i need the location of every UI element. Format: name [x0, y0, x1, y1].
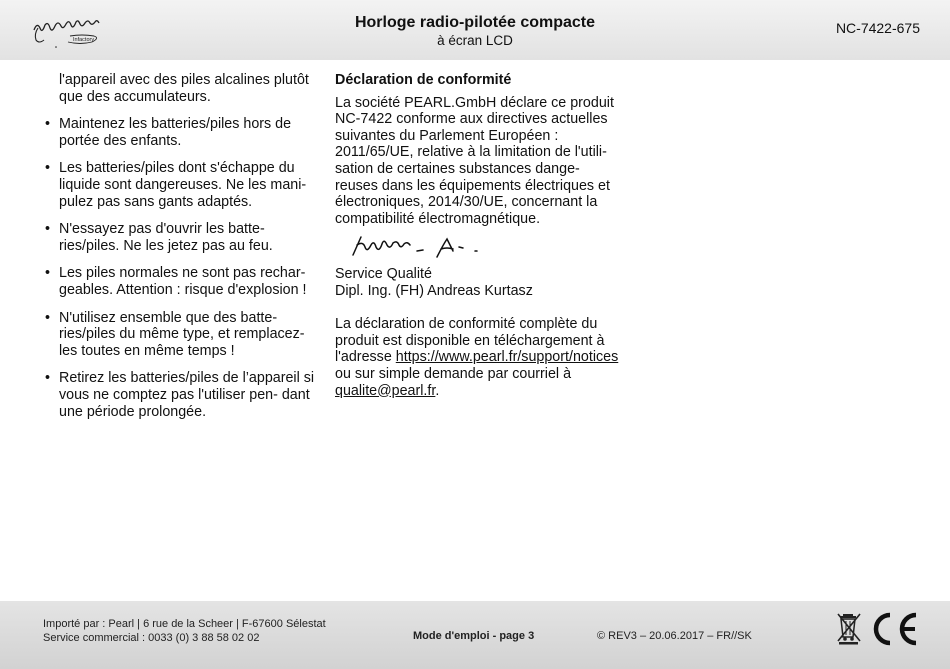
ce-mark-icon	[868, 611, 920, 647]
declaration-title: Déclaration de conformité	[335, 72, 512, 88]
declaration-text: La société PEARL.GmbH déclare ce produit NC-7422 conforme aux directives actuelles suivantes du Parlement Européen : 2011/65/UE, relative à la limitation de l'utili- sation de certaines substances dange- reuses dans les équipements électriques et électroniques, 2014/30/UE, concernant la compatibilité électromagnétique.	[335, 94, 614, 227]
bullet-icon: •	[45, 160, 51, 177]
service-phone: Service commercial : 0033 (0) 3 88 58 02 02	[43, 632, 260, 644]
list-item-text: N'utilisez ensemble que des batte- ries/piles du même type, et remplacez- les toutes en même temps !	[59, 309, 305, 359]
quality-service: Service Qualité	[335, 266, 432, 283]
left-column	[45, 72, 317, 431]
right-column	[335, 72, 625, 399]
bullet-icon: •	[45, 221, 51, 238]
spacer	[335, 300, 625, 317]
list-item	[45, 116, 317, 149]
title-block	[280, 13, 670, 49]
signer-name: Dipl. Ing. (FH) Andreas Kurtasz	[335, 282, 533, 299]
importer-info	[43, 617, 326, 645]
availability-text	[335, 316, 625, 399]
infactory-logo	[30, 10, 108, 52]
signature	[347, 233, 497, 261]
page-number: Mode d'emploi - page 3	[413, 630, 535, 642]
safety-list	[45, 116, 317, 420]
after-link-text: ou sur simple demande par courriel à	[335, 365, 572, 382]
page-footer	[0, 601, 950, 669]
notices-link[interactable]: https://www.pearl.fr/support/notices	[395, 349, 619, 366]
list-item	[45, 310, 317, 360]
bullet-icon: •	[45, 265, 51, 282]
document-number: NC-7422-675	[835, 20, 920, 36]
list-item-text: Les batteries/piles dont s'échappe du liquide sont dangereuses. Ne les mani- pulez pas sans gants adaptés.	[59, 160, 307, 210]
list-item	[45, 265, 317, 298]
continuation-text: l'appareil avec des piles alcalines plutôt que des accumulateurs.	[59, 72, 309, 105]
availability-lead: La déclaration de conformité complète du produit est disponible en téléchargement à l'adresse	[335, 316, 605, 366]
bullet-icon: •	[45, 309, 51, 326]
page-subtitle: à écran LCD	[437, 33, 513, 48]
bullet-icon: •	[45, 116, 51, 133]
end-punctuation: .	[435, 382, 440, 399]
importer-address: Importé par : Pearl | 6 rue de la Scheer | F-67600 Sélestat	[43, 618, 326, 630]
list-item	[45, 160, 317, 210]
list-item	[45, 370, 317, 420]
svg-text:Infactory: Infactory	[73, 37, 95, 43]
email-link[interactable]: qualite@pearl.fr	[335, 382, 436, 399]
list-item	[45, 221, 317, 254]
list-item-text: Retirez les batteries/piles de l’appareil si vous ne comptez pas l'utiliser pen- dant une période prolongée.	[59, 370, 315, 420]
bullet-icon: •	[45, 370, 51, 387]
page-header	[0, 0, 950, 60]
list-item-text: Maintenez les batteries/piles hors de portée des enfants.	[59, 116, 292, 149]
crossed-bin-icon	[836, 611, 862, 645]
list-item-text: Les piles normales ne sont pas rechar- geables. Attention : risque d'explosion !	[59, 265, 307, 298]
revision-info: © REV3 – 20.06.2017 – FR//SK	[597, 630, 752, 642]
list-item-text: N'essayez pas d'ouvrir les batte- ries/piles. Ne les jetez pas au feu.	[59, 221, 273, 254]
page-title: Horloge radio-pilotée compacte	[354, 14, 596, 31]
